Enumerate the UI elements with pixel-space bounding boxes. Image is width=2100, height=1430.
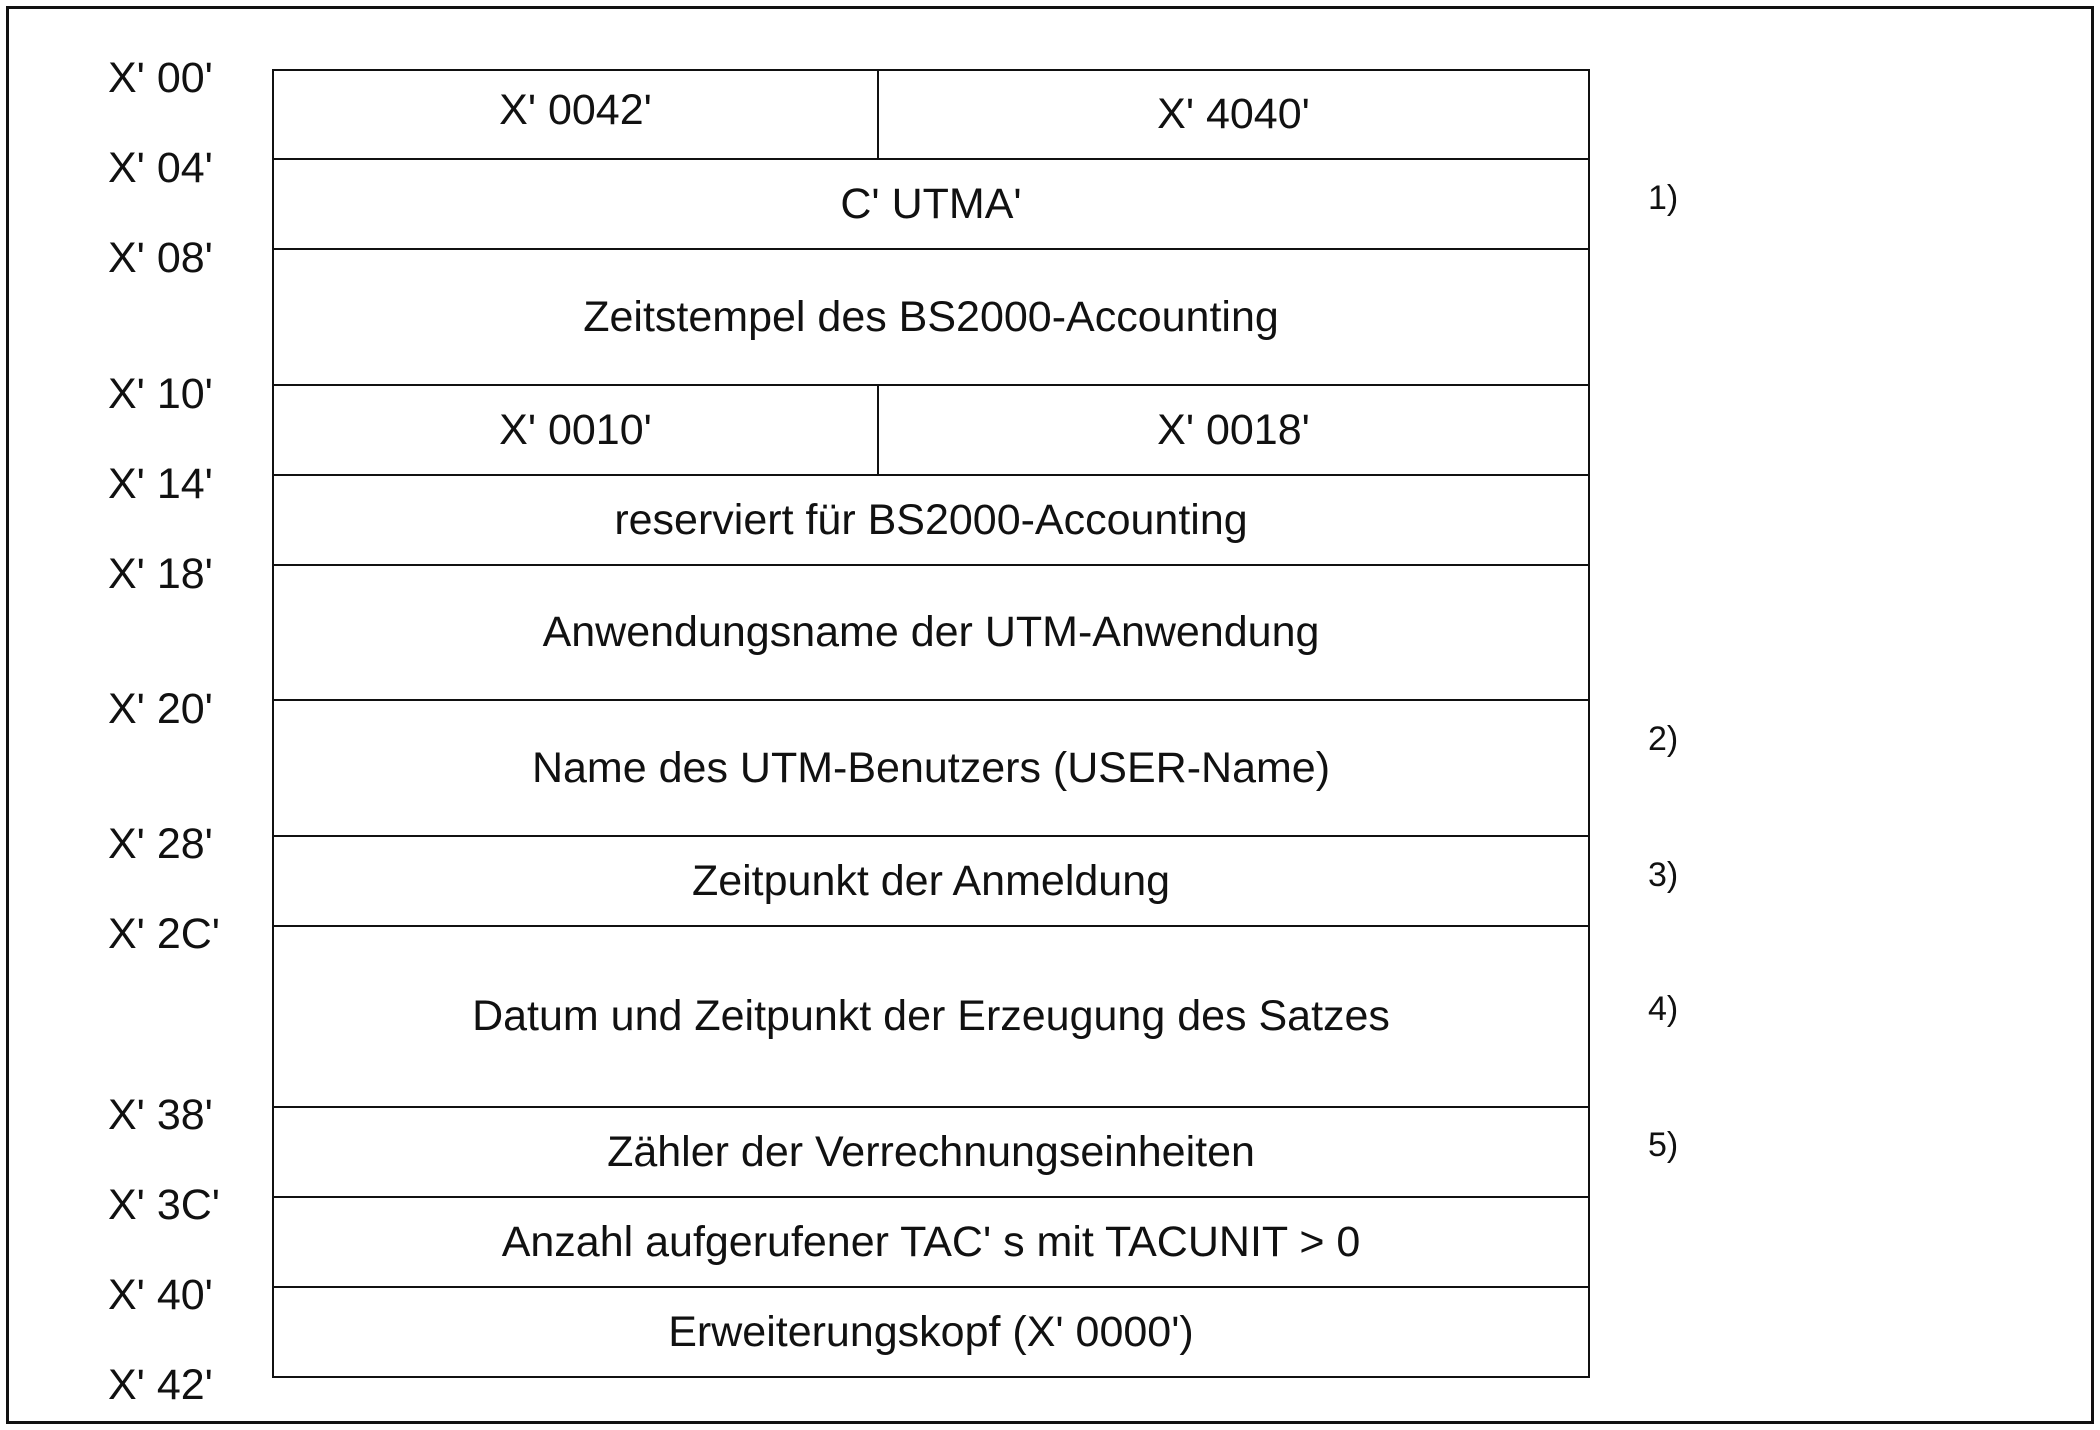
field-cell: Zeitpunkt der Anmeldung <box>691 856 1171 905</box>
field-cell: C' UTMA' <box>840 179 1022 228</box>
field-cell: X' 4040' <box>1157 90 1310 138</box>
footnote-marker: 1) <box>1648 179 1679 217</box>
offset-label: X' 40' <box>108 1271 213 1319</box>
field-cell: X' 0042' <box>274 71 879 158</box>
footnote-marker: 5) <box>1648 1126 1679 1164</box>
field-cell: Anwendungsname der UTM-Anwendung <box>542 608 1320 656</box>
table-row <box>272 69 1590 160</box>
record-layout-table <box>272 69 1590 1378</box>
offset-label: X' 28' <box>108 820 213 868</box>
table-row <box>272 250 1590 386</box>
table-row <box>272 927 1590 1108</box>
offset-label: X' 14' <box>108 460 213 508</box>
field-cell: Zähler der Verrechnungseinheiten <box>607 1127 1255 1176</box>
footnote-marker: 4) <box>1648 990 1679 1028</box>
field-cell: X' 0010' <box>274 386 879 474</box>
footnote-marker: 3) <box>1648 856 1679 894</box>
field-cell: reserviert für BS2000-Accounting <box>614 495 1248 544</box>
table-row <box>272 1288 1590 1378</box>
offset-label: X' 08' <box>108 234 213 282</box>
table-row <box>272 1198 1590 1288</box>
offset-label: X' 3C' <box>108 1181 221 1229</box>
table-row <box>272 476 1590 566</box>
offset-label: X' 04' <box>108 144 213 192</box>
field-cell: Name des UTM-Benutzers (USER-Name) <box>531 743 1331 792</box>
field-cell: Datum und Zeitpunkt der Erzeugung des Satzes <box>472 992 1390 1040</box>
offset-label: X' 00' <box>108 54 213 102</box>
table-row <box>272 160 1590 250</box>
offset-label: X' 2C' <box>108 910 221 958</box>
field-cell: Erweiterungskopf (X' 0000') <box>668 1307 1194 1356</box>
table-row <box>272 701 1590 837</box>
table-row <box>272 566 1590 701</box>
field-cell: Zeitstempel des BS2000-Accounting <box>583 292 1279 341</box>
offset-label: X' 38' <box>108 1091 213 1139</box>
table-row <box>272 386 1590 476</box>
field-cell: Anzahl aufgerufener TAC' s mit TACUNIT > 0 <box>501 1217 1361 1266</box>
footnote-marker: 2) <box>1648 720 1679 758</box>
offset-label: X' 18' <box>108 550 213 598</box>
table-row <box>272 1108 1590 1198</box>
offset-label: X' 42' <box>108 1361 213 1409</box>
offset-label: X' 10' <box>108 370 213 418</box>
table-row <box>272 837 1590 927</box>
field-cell: X' 0018' <box>1157 405 1310 454</box>
offset-label: X' 20' <box>108 685 213 733</box>
